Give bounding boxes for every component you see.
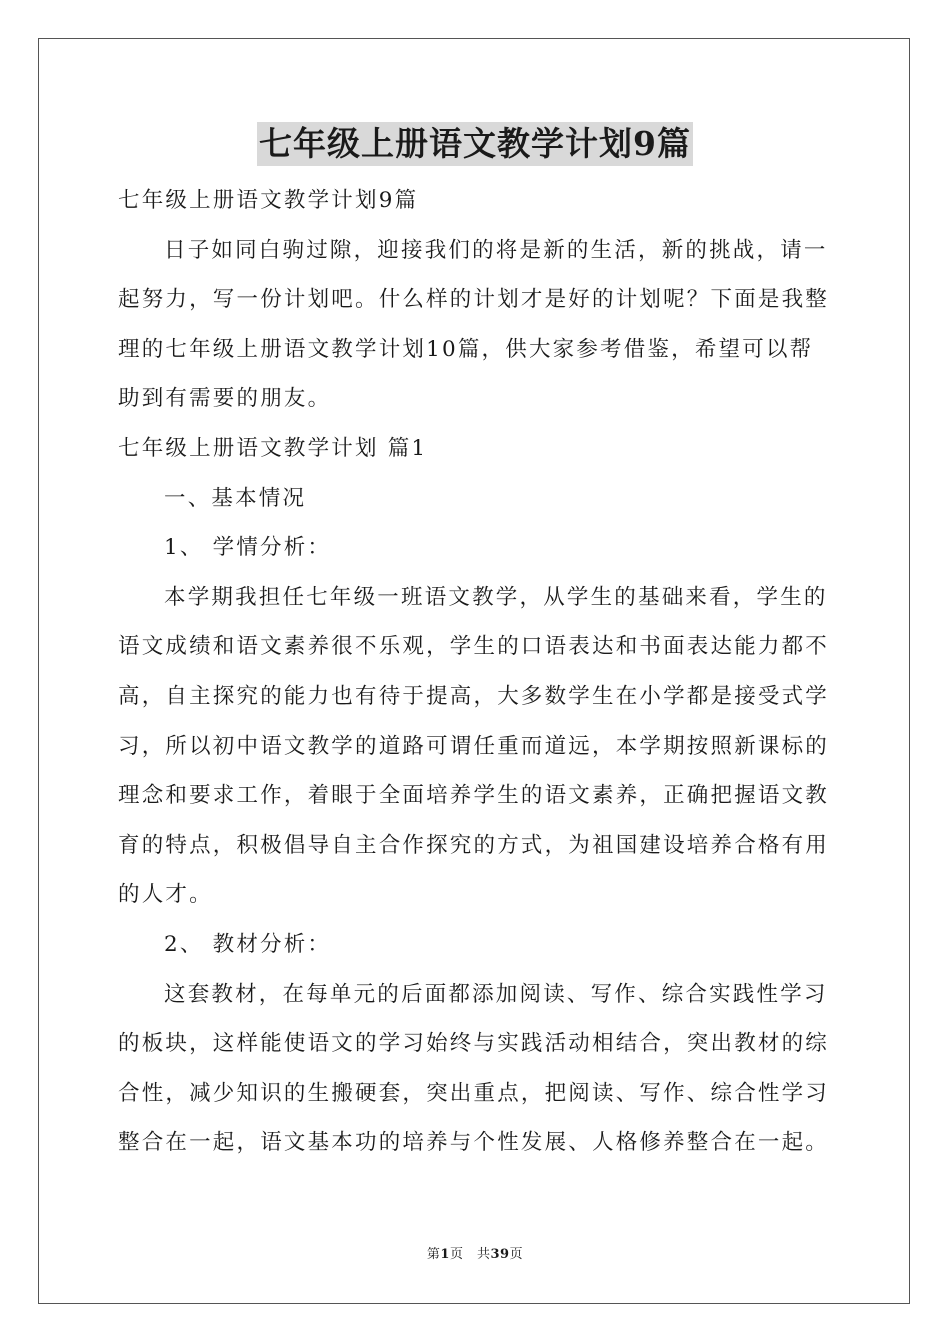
- document-body: [118, 176, 834, 1168]
- body-line: 的人才。: [118, 882, 213, 908]
- subsection-heading: 2、 教材分析：: [164, 931, 332, 957]
- footer-prefix: 第: [426, 1247, 441, 1262]
- current-page-number: 1: [440, 1247, 450, 1262]
- body-line: 习，所以初中语文教学的道路可谓任重而道远，本学期按照新课标的: [118, 733, 830, 759]
- body-line: 理念和要求工作，着眼于全面培养学生的语文素养，正确把握语文教: [118, 783, 830, 809]
- body-line: 日子如同白驹过隙，迎接我们的将是新的生活，新的挑战，请一: [164, 237, 828, 263]
- footer-suffix: 页: [509, 1247, 524, 1262]
- footer-mid: 页 共: [449, 1247, 491, 1262]
- body-line: 整合在一起，语文基本功的培养与个性发展、人格修养整合在一起。: [118, 1130, 830, 1156]
- total-page-number: 39: [490, 1247, 510, 1262]
- body-line: 助到有需要的朋友。: [118, 386, 332, 412]
- body-line: 的板块，这样能使语文的学习始终与实践活动相结合，突出教材的综: [118, 1031, 830, 1057]
- body-line: 高，自主探究的能力也有待于提高，大多数学生在小学都是接受式学: [118, 683, 830, 709]
- body-line: 合性，减少知识的生搬硬套，突出重点，把阅读、写作、综合性学习: [118, 1080, 830, 1106]
- document-title: 七年级上册语文教学计划9篇: [257, 122, 693, 166]
- body-line: 起努力，写一份计划吧。什么样的计划才是好的计划呢？下面是我整: [118, 287, 830, 313]
- body-line: 理的七年级上册语文教学计划10篇，供大家参考借鉴，希望可以帮: [118, 336, 814, 362]
- body-line: 育的特点，积极倡导自主合作探究的方式，为祖国建设培养合格有用: [118, 832, 830, 858]
- body-line: 这套教材，在每单元的后面都添加阅读、写作、综合实践性学习: [164, 981, 828, 1007]
- body-line: 七年级上册语文教学计划9篇: [118, 188, 419, 213]
- subsection-heading: 一、基本情况: [164, 485, 307, 511]
- title-container: [0, 122, 950, 166]
- section-heading: 七年级上册语文教学计划 篇1: [118, 435, 428, 461]
- body-line: 本学期我担任七年级一班语文教学，从学生的基础来看，学生的: [164, 584, 828, 610]
- subsection-heading: 1、 学情分析：: [164, 535, 332, 561]
- page-number-footer: [0, 1246, 950, 1264]
- body-line: 语文成绩和语文素养很不乐观，学生的口语表达和书面表达能力都不: [118, 634, 830, 660]
